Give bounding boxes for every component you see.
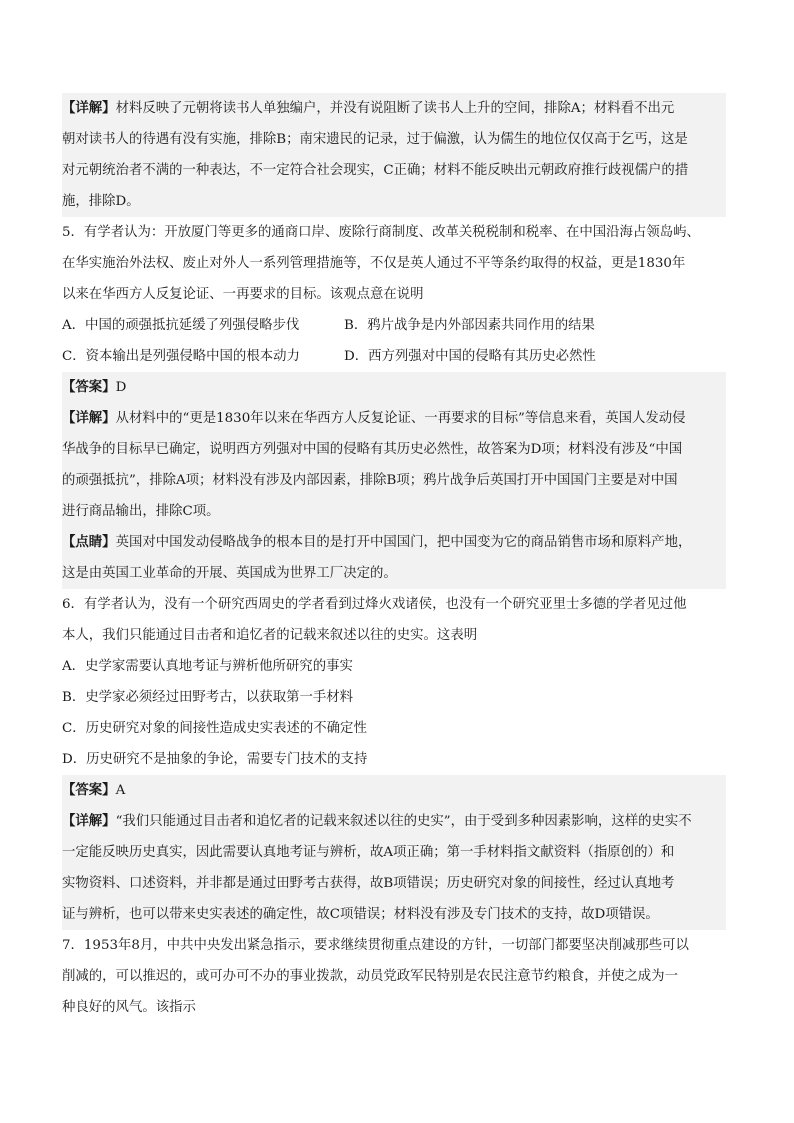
q5-options-row-2	[62, 341, 726, 372]
q5-note-line-1: 【点睛】英国对中国发动侵略战争的根本目的是打开中国国门，把中国变为它的商品销售市场和原料产地，	[62, 527, 726, 558]
q5-stem-line-3: 以来在华西方人反复论证、一再要求的目标。该观点意在说明	[62, 287, 424, 302]
q4-detail-label: 【详解】	[62, 100, 116, 116]
q5-option-d: D．西方列强对中国的侵略有其历史必然性	[344, 349, 596, 364]
q6-answer-value: A	[115, 783, 126, 798]
q5-answer-label: 【答案】	[62, 379, 116, 395]
q5-options-row-1	[62, 310, 726, 341]
q5-detail-line-3: 的顽强抵抗”，排除A项；材料没有涉及内部因素，排除B项；鸦片战争后英国打开中国国门主要是对中国	[62, 465, 726, 496]
q5-answer	[62, 372, 726, 403]
q7-stem-line-1: 7．1953年8月，中共中央发出紧急指示，要求继续贯彻重点建设的方针，一切部门都要坚决削减那些可以	[62, 938, 689, 953]
q4-detail-line-4: 施，排除D。	[62, 186, 726, 217]
q6-option-c: C．历史研究对象的间接性造成史实表述的不确定性	[62, 721, 367, 736]
q5-note-line-2: 这是由英国工业革命的开展、英国成为世界工厂决定的。	[62, 558, 726, 589]
q6-detail-line-1: 【详解】“我们只能通过目击者和追忆者的记载来叙述以往的史实”，由于受到多种因素影响，这样的史实不	[62, 806, 726, 837]
q4-detail-line-2: 朝对读书人的待遇有没有实施，排除B；南宋遗民的记录，过于偏激，认为儒生的地位仅仅高于乞丐，这是	[62, 124, 726, 155]
q4-detail-line-1: 【详解】材料反映了元朝将读书人单独编户，并没有说阻断了读书人上升的空间，排除A；材料看不出元	[62, 93, 726, 124]
q5-answer-value: D	[115, 380, 127, 395]
q6-stem-line-2: 本人，我们只能通过目击者和追忆者的记载来叙述以往的史实。这表明	[62, 628, 478, 643]
page-content	[62, 93, 726, 1023]
q6-detail-label: 【详解】	[62, 813, 116, 829]
q5-option-c: C．资本输出是列强侵略中国的根本动力	[62, 349, 300, 364]
q5-stem-line-1: 5．有学者认为：开放厦门等更多的通商口岸、废除行商制度、改革关税税制和税率、在中国沿海占领岛屿、	[62, 225, 700, 240]
q5-detail-label: 【详解】	[62, 410, 116, 426]
q7-stem-line-2: 削减的，可以推迟的，或可办可不办的事业拨款，动员党政军民特别是农民注意节约粮食，并使之成为一	[62, 969, 678, 984]
q6-stem-line-1: 6．有学者认为，没有一个研究西周史的学者看到过烽火戏诸侯，也没有一个研究亚里士多德的学者见过他	[62, 597, 687, 612]
q6-answer	[62, 775, 726, 806]
q6-detail-line-2: 一定能反映历史真实，因此需要认真地考证与辨析，故A项正确；第一手材料指文献资料（指原创的）和	[62, 837, 726, 868]
q6-option-d: D．历史研究不是抽象的争论，需要专门技术的支持	[62, 752, 368, 767]
q6-answer-label: 【答案】	[62, 782, 116, 798]
q4-detail-line-3: 对元朝统治者不满的一种表达，不一定符合社会现实，C正确；材料不能反映出元朝政府推行歧视儒户的措	[62, 155, 726, 186]
q5-option-b: B．鸦片战争是内外部因素共同作用的结果	[344, 318, 595, 333]
q6-detail-line-3: 实物资料、口述资料，并非都是通过田野考古获得，故B项错误；历史研究对象的间接性，经过认真地考	[62, 868, 726, 899]
q5-option-a: A．中国的顽强抵抗延缓了列强侵略步伐	[62, 318, 300, 333]
q6-option-a: A．史学家需要认真地考证与辨析他所研究的事实	[62, 659, 353, 674]
q6-option-b: B．史学家必须经过田野考古，以获取第一手材料	[62, 690, 354, 705]
q5-detail-line-4: 进行商品输出，排除C项。	[62, 496, 726, 527]
q5-detail-line-2: 华战争的目标早已确定，说明西方列强对中国的侵略有其历史必然性，故答案为D项；材料没有涉及“中国	[62, 434, 726, 465]
q7-stem-line-3: 种良好的风气。该指示	[62, 1000, 196, 1015]
q5-stem-line-2: 在华实施治外法权、废止对外人一系列管理措施等，不仅是英人通过不平等条约取得的权益，更是1830年	[62, 256, 686, 271]
q5-detail-line-1: 【详解】从材料中的“更是1830年以来在华西方人反复论证、一再要求的目标”等信息来看，英国人发动侵	[62, 403, 726, 434]
q6-detail-line-4: 证与辨析，也可以带来史实表述的确定性，故C项错误；材料没有涉及专门技术的支持，故D项错误。	[62, 899, 726, 930]
q5-note-label: 【点睛】	[62, 534, 116, 550]
